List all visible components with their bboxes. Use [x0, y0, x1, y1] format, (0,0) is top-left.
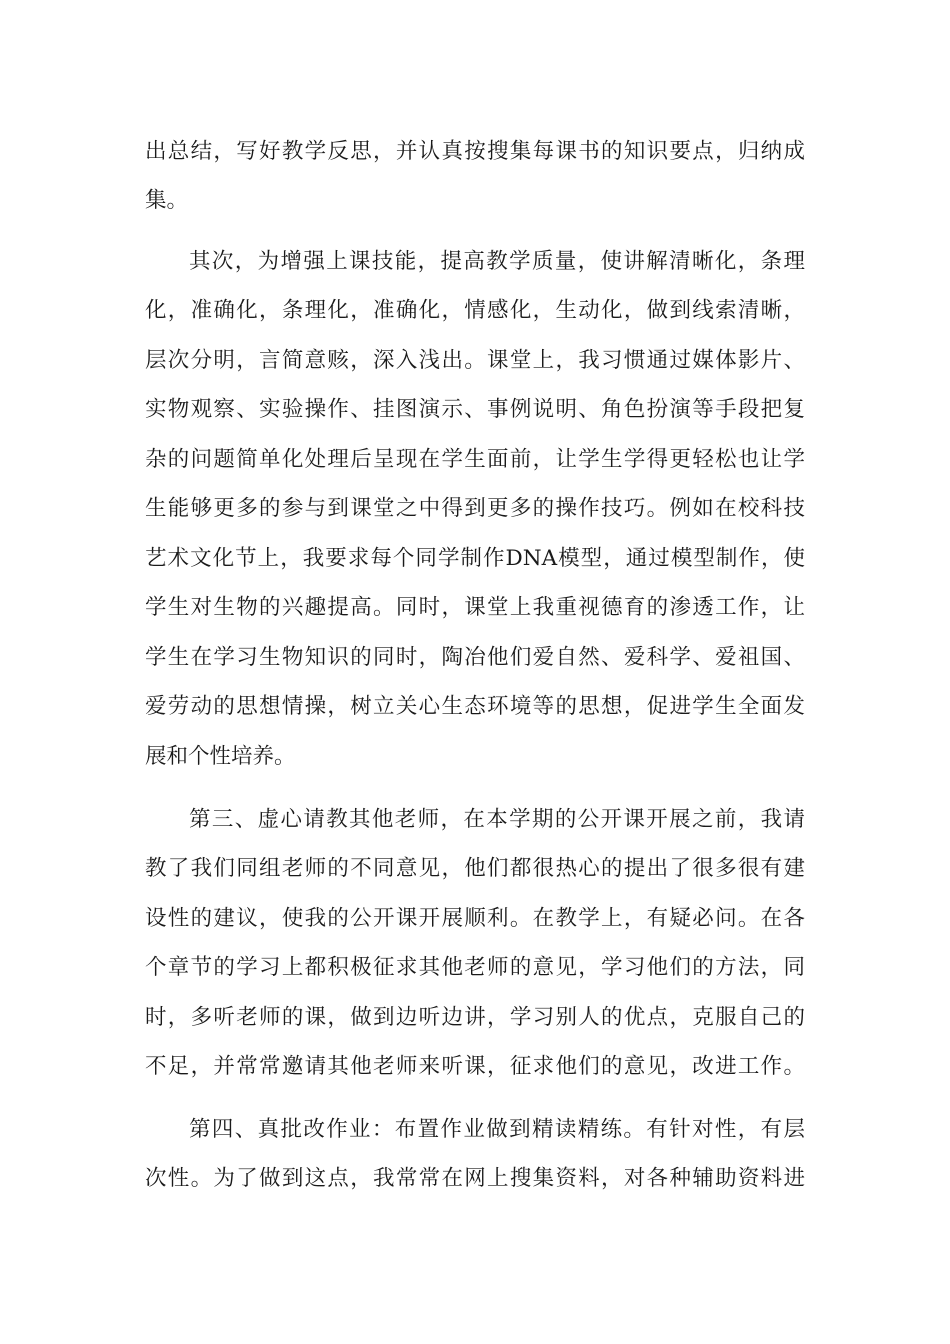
text-line: 教了我们同组老师的不同意见，他们都很热心的提出了很多很有建: [145, 856, 805, 881]
text-line: 学生在学习生物知识的同时，陶冶他们爱自然、爱科学、爱祖国、: [145, 645, 805, 670]
text-line: 时，多听老师的课，做到边听边讲，学习别人的优点，克服自己的: [145, 1005, 805, 1030]
text-line: 化，准确化，条理化，准确化，情感化，生动化，做到线索清晰，: [145, 298, 805, 323]
text-line: 爱劳动的思想情操，树立关心生态环境等的思想，促进学生全面发: [145, 694, 805, 719]
text-line: 杂的问题简单化处理后呈现在学生面前，让学生学得更轻松也让学: [145, 447, 805, 472]
text-line: 学生对生物的兴趣提高。同时，课堂上我重视德育的渗透工作，让: [145, 595, 805, 620]
text-line: 集。: [145, 188, 189, 213]
text-line: 艺术文化节上，我要求每个同学制作DNA模型，通过模型制作，使: [145, 546, 805, 571]
text-line: 不足，并常常邀请其他老师来听课，征求他们的意见，改进工作。: [145, 1054, 805, 1079]
paragraph-first-line: 其次，为增强上课技能，提高教学质量，使讲解清晰化，条理: [189, 249, 805, 274]
paragraph-first-line: 第四、真批改作业：布置作业做到精读精练。有针对性，有层: [189, 1117, 805, 1142]
text-line: 设性的建议，使我的公开课开展顺利。在教学上，有疑必问。在各: [145, 906, 805, 931]
text-line: 实物观察、实验操作、挂图演示、事例说明、角色扮演等手段把复: [145, 397, 805, 422]
text-line: 出总结，写好教学反思，并认真按搜集每课书的知识要点，归纳成: [145, 139, 805, 164]
text-line: 展和个性培养。: [145, 744, 296, 769]
text-line: 生能够更多的参与到课堂之中得到更多的操作技巧。例如在校科技: [145, 496, 805, 521]
text-line: 层次分明，言简意赅，深入浅出。课堂上，我习惯通过媒体影片、: [145, 348, 805, 373]
text-line: 个章节的学习上都积极征求其他老师的意见，学习他们的方法，同: [145, 955, 805, 980]
text-line: 次性。为了做到这点，我常常在网上搜集资料，对各种辅助资料进: [145, 1166, 805, 1191]
paragraph-first-line: 第三、虚心请教其他老师，在本学期的公开课开展之前，我请: [189, 807, 805, 832]
